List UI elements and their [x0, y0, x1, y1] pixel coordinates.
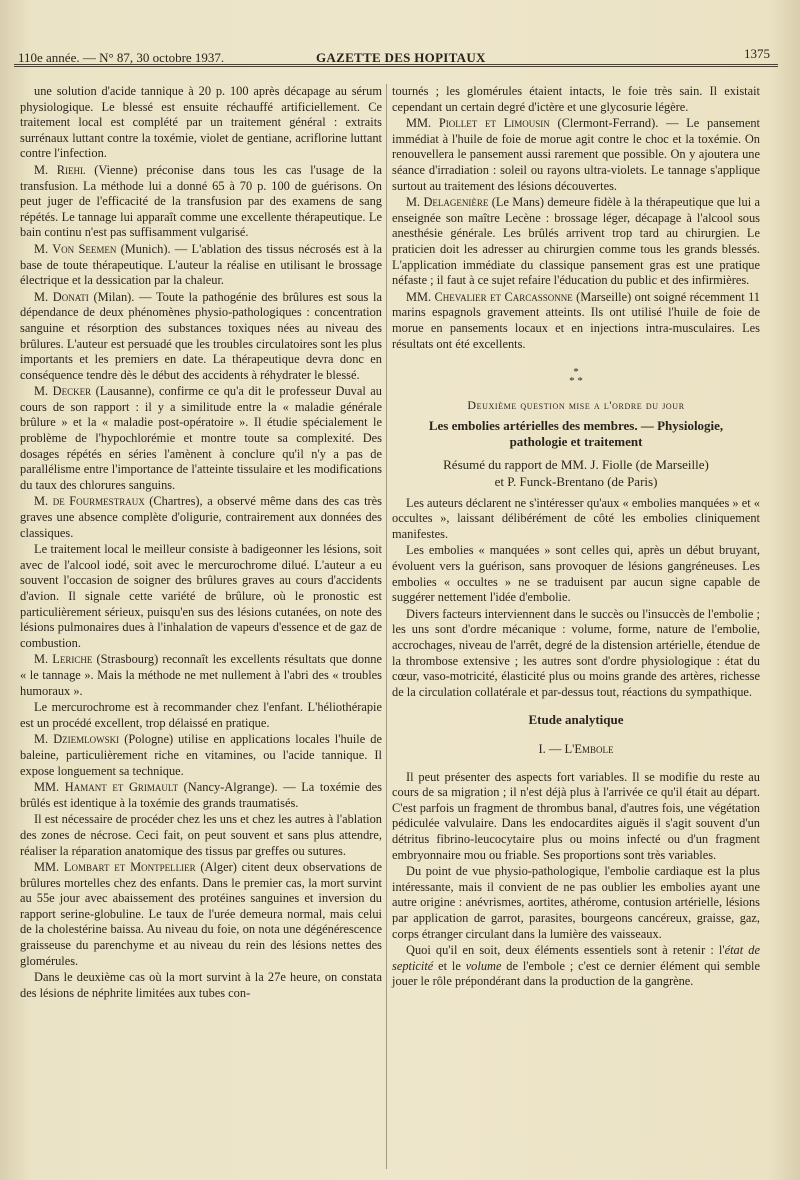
paragraph-text: Divers facteurs interviennent dans le succès ou l'insuccès de l'embolie ; les uns sont d'ordre mécanique : volume, forme, nature de l'embolie, accrochages, niveau de l'arrêt, degré de la distension artérielle, étendue de la thrombose extensive ; les autres sont d'ordre physiologique : état du cœur, vaso-motricité, élasticité plus ou moins grande des artères, richesse de la circulation collatérale et par-dessus tout, réactions du sympathique.	[392, 606, 760, 699]
author-name: M. Leriche	[34, 652, 93, 667]
paragraph-text: Le traitement local le meilleur consiste à badigeonner les lésions, soit avec de l'alcool iodé, soit avec le mercurochrome dilué. L'auteur a eu souvent l'occasion de soigner des brûlures graves au cours d'accidents d'avion. Il signale cette variété de brûlure, où le pronostic est particulièrement sérieux, puisqu'en sus des lésions cutanées, on note des lésions pulmonaires dues à l'inhalation de vapeurs d'essence et de gaz de combustion.	[20, 542, 382, 650]
paragraph	[20, 494, 382, 541]
paragraph-text: Il est nécessaire de procéder chez les uns et chez les autres à l'ablation des zones de nécrose. Ceci fait, on peut souvent et sans plus attendre, réaliser la réparation anatomique des tissus par greffes ou sutures.	[20, 812, 382, 858]
last-paragraph: Quoi qu'il en soit, deux éléments essentiels sont à retenir : l'état de septicité et le volume de l'embole ; c'est ce dernier élément qui semble jouer le rôle prépondérant dans la production de la gangrène.	[392, 943, 760, 989]
right-column-top	[392, 84, 760, 352]
paragraph-text: (Chartres), a observé même dans des cas très graves une absence complète d'oligurie, contrairement aux données des classiques.	[20, 494, 382, 540]
author-name: M. Decker	[34, 384, 92, 399]
paragraph-text: Il peut présenter des aspects fort variables. Il se modifie du reste au cours de sa migration ; il n'est déjà plus à l'arrivée ce qu'il était au départ. C'est parfois un fragment de thrombus banal, d'autres fois, une végétation pédiculée valvulaire. Dans les endocardites aiguës il s'agit souvent d'un détritus fibrino-leucocytaire plus ou moins infecté ou d'un fragment embryonnaire mou ou friable. Ses proportions sont très variables.	[392, 769, 760, 862]
paragraph-text: (Nancy-Algrange). — La toxémie des brûlés est identique à la toxémie des grands traumatisés.	[20, 780, 382, 810]
right-column	[392, 84, 760, 991]
resume-line-2: et P. Funck-Brentano (de Paris)	[494, 473, 658, 489]
paragraph	[20, 652, 382, 699]
left-column	[20, 84, 382, 1002]
paragraph	[392, 543, 760, 605]
paragraph	[20, 970, 382, 1001]
resume-authors	[392, 456, 760, 490]
author-name: M. Dziemlowski	[34, 732, 120, 747]
paragraph	[20, 290, 382, 384]
paragraph	[392, 290, 760, 352]
paragraph-text: Du point de vue physio-pathologique, l'embolie cardiaque est la plus intéressante, mais il convient de ne pas oublier les embolies ayant une autre origine : anévrismes, aortites, athérome, contusion artérielle, lésions par application de garrot, parasites, bourgeons cancéreux, graisse, gaz, corps étranger circulant dans la lumière des vaisseaux.	[392, 864, 760, 941]
page-number: 1375	[744, 46, 770, 61]
paragraph	[392, 195, 760, 289]
resume-line-1: Résumé du rapport de MM. J. Fiolle (de Marseille)	[443, 456, 709, 472]
paragraph	[20, 84, 382, 162]
paragraph	[20, 542, 382, 651]
page-header	[18, 40, 770, 66]
paragraph-text: Dans le deuxième cas où la mort survint à la 27e heure, on constata des lésions de néphrite limitées aux tubes con-	[20, 970, 382, 1000]
right-column-analysis	[392, 770, 760, 943]
paragraph	[20, 812, 382, 859]
author-name: MM. Hamant et Grimault	[34, 780, 179, 795]
author-name: M. de Fourmestraux	[34, 494, 145, 509]
issue-line: 110e année. — N° 87, 30 octobre 1937.	[18, 50, 225, 65]
paragraph-text: (Clermont-Ferrand). — Le pansement immédiat à l'huile de foie de morue agit contre le choc et la toxémie. On renouvellera le pansement aussi rarement que possible. On y ajoutera une séance d'irradiation : soleil ou rayons ultra-violets. Le tannage s'applique surtout au traitement des lésions découvertes.	[392, 116, 760, 193]
paragraph-text: (Vienne) préconise dans tous les cas l'usage de la transfusion. La méthode lui a donné 65 à 70 p. 100 de guérisons. On peut juger de l'efficacité de la transfusion par des examens de sang répétés. Le tannage lui apparaît comme une excellente thérapeutique. Le bain continu n'est pas suffisamment vulgarisé.	[20, 162, 382, 240]
author-name: MM. Piollet et Limousin	[406, 116, 550, 131]
title-line-1: Les embolies artérielles des membres. — Physiologie,	[428, 417, 724, 433]
author-name: M. Von Seemen	[34, 241, 117, 256]
paragraph	[392, 770, 760, 864]
author-name: M. Riehl	[34, 162, 86, 177]
paragraph	[392, 496, 760, 543]
separator-star-bottom: * *	[569, 375, 583, 388]
author-name: MM. Chevalier et Carcassonne	[406, 289, 573, 304]
paragraph-text: (Le Mans) demeure fidèle à la thérapeutique que lui a enseignée son maître Lecène : brossage léger, décapage à l'alcool sous anesthésie générale. Les brûlés arrivent trop tard au chirurgien. Le praticien doit les adresser au chirurgien comme tous les grands blessés. L'application immédiate du classique pansement gras est une pratique néfaste ; il faut à ce sujet refaire l'éducation du public et des infirmières.	[392, 195, 760, 288]
paragraph	[20, 163, 382, 241]
second-question-heading: Deuxième question mise a l'ordre du jour	[467, 398, 685, 413]
author-name: M. Delagenière	[406, 195, 489, 210]
title-line-2: pathologie et traitement	[509, 433, 643, 449]
analysis-subtitle: I. — L'Embole	[538, 742, 614, 756]
section-separator	[392, 368, 760, 386]
paragraph	[392, 607, 760, 701]
separator-star-top: *	[573, 366, 579, 379]
paragraph-text: Les embolies « manquées » sont celles qui, après un début bruyant, évoluent vers la guérison, sans provoquer de lésions gangréneuses. Les embolies « occultes » ne se traduisent par aucun signe capable de suggérer nettement l'idée d'embolie.	[392, 543, 760, 605]
paragraph-text: (Pologne) utilise en applications locales l'huile de baleine, particulièrement riche en vitamines, ou l'acide tannique. Il expose longuement sa technique.	[20, 732, 382, 778]
paragraph-text: (Lausanne), confirme ce qu'a dit le professeur Duval au cours de son rapport : il y a similitude entre la « maladie générale brûlure » et la « maladie post-opératoire ». Il étudie spécialement le problème de l'hypochlorémie et montre toute sa complexité. Des dosages répétés en séries l'amènent à conclure qu'il n'y a pas de parallélisme entre l'importance de l'atteinte tissulaire et les modifications du taux des chlorures sanguins.	[20, 384, 383, 492]
paragraph-text: (Milan). — Toute la pathogénie des brûlures est sous la dépendance de deux phénomènes physio-pathologiques : concentration sanguine et résorption des substances toxiques nées au niveau des brûlures. L'auteur est persuadé que les troubles circulatoires sont les plus importants et les premiers en date. La thérapeutique devra donc en conséquence tendre dès le début des accidents à réhydrater le blessé.	[20, 289, 382, 382]
paragraph-text: (Strasbourg) reconnaît les excellents résultats que donne « le tannage ». Mais la méthode ne met nullement à l'abri des « troubles humoraux ».	[20, 652, 383, 698]
header-rule	[14, 64, 778, 67]
paragraph-text: Le mercurochrome est à recommander chez l'enfant. L'héliothérapie est un procédé excellent, trop délaissé en pratique.	[20, 700, 382, 730]
analysis-title: Etude analytique	[528, 712, 624, 728]
right-column-intro	[392, 496, 760, 701]
paragraph	[20, 242, 382, 289]
paragraph	[20, 780, 382, 811]
paragraph	[392, 116, 760, 194]
paragraph	[20, 384, 382, 493]
paragraph	[392, 84, 760, 115]
paragraph-text: (Marseille) ont soigné récemment 11 marins espagnols gravement atteints. Ils ont utilisé l'huile de foie de morue en pansements locaux et en injections intra-musculaires. Les résultats ont été excellents.	[392, 289, 761, 351]
journal-title: GAZETTE DES HOPITAUX	[316, 50, 486, 65]
author-name: MM. Lombart et Montpellier	[34, 860, 196, 875]
paragraph-text: tournés ; les glomérules étaient intacts, le foie très sain. Il existait cependant un certain degré d'ictère et une glycosurie légère.	[392, 84, 760, 114]
column-divider	[386, 84, 387, 1169]
paragraph	[20, 732, 382, 779]
paragraph-text: (Munich). — L'ablation des tissus nécrosés est à la base de toute thérapeutique. L'auteur la réalise en utilisant le brossage électrique et la dessication par la chaleur.	[20, 241, 383, 288]
paragraph-text: une solution d'acide tannique à 20 p. 100 après décapage au sérum physiologique. Le blessé est ensuite réchauffé artificiellement. Ce traitement local est complété par un traitement général : extraits surrénaux luttant contre la toxémie, violet de gentiane, acriflorine luttant contre l'infection.	[20, 84, 382, 161]
author-name: M. Donati	[34, 289, 89, 304]
paragraph-text: Les auteurs déclarent ne s'intéresser qu'aux « embolies manquées » et « occultes », laissant délibérément de côté les embolies cliniquement manifestes.	[392, 495, 760, 541]
paragraph	[20, 700, 382, 731]
paragraph	[392, 864, 760, 942]
paragraph	[20, 860, 382, 969]
second-question-title	[392, 418, 760, 450]
paragraph-text: (Alger) citent deux observations de brûlures mortelles chez des enfants. Dans le premier cas, la mort survint au 55e jour avec abaissement des protéines sanguines et inversion du rapport serine-globuline. Le taux de l'urée demeura normal, mais celui de la cholestérine baissa. Au niveau du foie, on nota une dégénérescence graisseuse du parenchyme et au niveau du rein des lésions nettes des glomérules.	[20, 860, 382, 968]
